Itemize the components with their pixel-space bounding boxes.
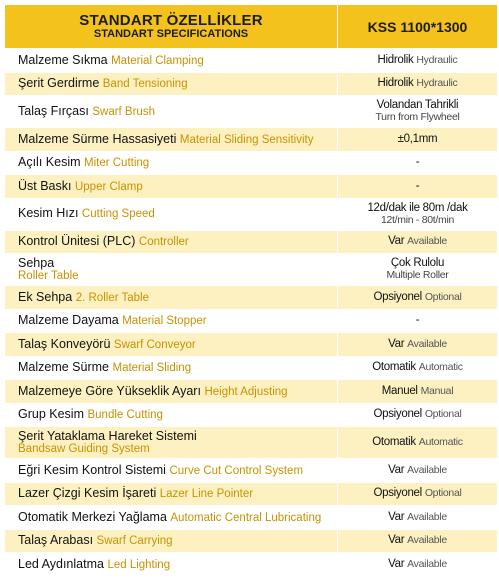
spec-value-cell xyxy=(338,529,498,553)
spec-label-en: Swarf Carrying xyxy=(96,535,173,548)
spec-label-cell xyxy=(5,482,338,506)
spec-label-cell xyxy=(5,72,338,96)
spec-label-tr: Lazer Çizgi Kesim İşareti xyxy=(18,486,157,501)
spec-value-tr: 12d/dak ile 80m /dak xyxy=(367,201,468,214)
spec-value-cell xyxy=(338,333,498,357)
table-row xyxy=(5,459,498,483)
spec-label-en: 2. Roller Table xyxy=(75,291,150,304)
spec-label-tr: Kontrol Ünitesi (PLC) xyxy=(18,234,136,249)
spec-label-cell xyxy=(5,96,338,128)
table-row xyxy=(5,529,498,553)
spec-label-cell xyxy=(5,427,338,459)
spec-value-tr: - xyxy=(415,314,420,327)
table-row xyxy=(5,49,498,73)
header-title-cell xyxy=(5,5,338,49)
spec-value-tr: Var xyxy=(388,557,405,570)
spec-value-tr: Var xyxy=(388,337,405,350)
spec-value-en: Automatic xyxy=(418,361,463,374)
spec-value-cell xyxy=(338,309,498,333)
spec-label-cell xyxy=(5,529,338,553)
spec-value-tr: Opsiyonel xyxy=(373,487,422,500)
spec-value-cell xyxy=(338,230,498,254)
spec-label-cell xyxy=(5,553,338,577)
spec-value-tr: Hidrolik xyxy=(377,77,414,90)
spec-label-en: Automatic Central Lubricating xyxy=(170,511,322,524)
spec-value-cell xyxy=(338,506,498,530)
spec-value-en: Available xyxy=(407,235,447,248)
spec-label-tr: Talaş Fırçası xyxy=(18,103,89,118)
header-model-cell xyxy=(338,5,498,49)
table-row xyxy=(5,309,498,333)
table-row xyxy=(5,286,498,310)
spec-label-tr: Talaş Arabası xyxy=(18,533,94,548)
spec-value-cell xyxy=(338,380,498,404)
table-row xyxy=(5,333,498,357)
spec-value-tr: Çok Rulolu xyxy=(390,257,445,270)
spec-label-tr: Sehpa xyxy=(18,255,55,270)
header-title-en: STANDART SPECIFICATIONS xyxy=(93,27,249,40)
spec-label-en: Height Adjusting xyxy=(204,385,288,398)
spec-label-cell xyxy=(5,459,338,483)
spec-value-cell xyxy=(338,553,498,577)
spec-label-en: Material Stopper xyxy=(122,315,207,328)
spec-label-cell xyxy=(5,49,338,73)
spec-label-cell xyxy=(5,198,338,230)
spec-label-en: Roller Table xyxy=(18,270,79,283)
spec-value-tr: Otomatik xyxy=(372,436,416,449)
spec-value-tr: Var xyxy=(388,463,405,476)
table-row xyxy=(5,427,498,459)
spec-label-tr: Şerit Yataklama Hareket Sistemi xyxy=(18,428,197,443)
spec-value-en: 12t/min - 80t/min xyxy=(380,213,455,226)
spec-label-tr: Malzeme Sürme Hassasiyeti xyxy=(18,131,177,146)
table-row xyxy=(5,198,498,230)
spec-value-tr: Volandan Tahrikli xyxy=(376,99,459,112)
spec-value-cell xyxy=(338,254,498,286)
spec-value-en: Automatic xyxy=(418,436,463,449)
spec-label-cell xyxy=(5,151,338,175)
spec-value-cell xyxy=(338,198,498,230)
spec-label-cell xyxy=(5,309,338,333)
spec-value-cell xyxy=(338,151,498,175)
table-row xyxy=(5,230,498,254)
spec-label-en: Band Tensioning xyxy=(102,78,188,91)
spec-value-en: Available xyxy=(407,510,447,523)
table-row xyxy=(5,356,498,380)
spec-label-cell xyxy=(5,175,338,199)
spec-value-cell xyxy=(338,482,498,506)
spec-value-tr: - xyxy=(415,156,420,169)
spec-value-cell xyxy=(338,459,498,483)
spec-label-cell xyxy=(5,254,338,286)
spec-value-cell xyxy=(338,128,498,152)
spec-value-cell xyxy=(338,356,498,380)
spec-value-en: Manual xyxy=(420,384,454,397)
spec-label-tr: Ek Sehpa xyxy=(18,289,73,304)
spec-value-cell xyxy=(338,175,498,199)
spec-label-en: Material Sliding Sensitivity xyxy=(179,133,314,146)
spec-value-tr: Var xyxy=(388,235,405,248)
table-row xyxy=(5,380,498,404)
table-row xyxy=(5,72,498,96)
spec-label-tr: Şerit Gerdirme xyxy=(18,76,100,91)
spec-value-en: Available xyxy=(407,337,447,350)
spec-value-en: Optional xyxy=(424,290,462,303)
spec-value-en: Turn from Flywheel xyxy=(375,111,460,124)
spec-value-en: Optional xyxy=(424,408,462,421)
spec-label-en: Upper Clamp xyxy=(74,180,143,193)
spec-value-en: Optional xyxy=(424,487,462,500)
spec-value-en: Available xyxy=(407,463,447,476)
spec-value-cell xyxy=(338,96,498,128)
table-row xyxy=(5,151,498,175)
spec-table xyxy=(4,4,498,577)
table-row xyxy=(5,175,498,199)
spec-label-tr: Kesim Hızı xyxy=(18,206,79,221)
spec-value-tr: Var xyxy=(388,510,405,523)
spec-label-tr: Malzemeye Göre Yükseklik Ayarı xyxy=(18,383,201,398)
spec-value-tr: ±0,1mm xyxy=(397,132,438,145)
table-row xyxy=(5,506,498,530)
table-row xyxy=(5,553,498,577)
spec-value-cell xyxy=(338,49,498,73)
spec-value-cell xyxy=(338,72,498,96)
spec-label-tr: Üst Baskı xyxy=(18,178,72,193)
spec-label-en: Swarf Brush xyxy=(92,105,155,118)
spec-value-en: Hydraulic xyxy=(416,77,458,90)
spec-label-en: Cutting Speed xyxy=(81,208,155,221)
spec-label-en: Curve Cut Control System xyxy=(169,464,304,477)
spec-label-en: Bandsaw Guiding System xyxy=(18,443,150,456)
spec-value-en: Available xyxy=(407,534,447,547)
spec-label-cell xyxy=(5,403,338,427)
table-row xyxy=(5,128,498,152)
table-row xyxy=(5,96,498,128)
spec-label-en: Led Lighting xyxy=(107,558,171,571)
spec-value-tr: - xyxy=(415,179,420,192)
spec-label-cell xyxy=(5,356,338,380)
spec-value-en: Multiple Roller xyxy=(386,269,449,282)
spec-label-tr: Malzeme Dayama xyxy=(18,313,119,328)
spec-body xyxy=(5,49,498,577)
spec-value-en: Hydraulic xyxy=(416,53,458,66)
table-header-row xyxy=(5,5,498,49)
spec-label-cell xyxy=(5,333,338,357)
spec-value-tr: Hidrolik xyxy=(377,53,414,66)
spec-label-cell xyxy=(5,286,338,310)
table-row xyxy=(5,482,498,506)
spec-label-cell xyxy=(5,230,338,254)
spec-value-tr: Otomatik xyxy=(372,361,416,374)
spec-label-cell xyxy=(5,506,338,530)
spec-value-cell xyxy=(338,403,498,427)
spec-label-en: Material Clamping xyxy=(111,54,204,67)
spec-label-tr: Malzeme Sürme xyxy=(18,360,109,375)
spec-value-en: Available xyxy=(407,557,447,570)
spec-label-tr: Led Aydınlatma xyxy=(18,556,104,571)
spec-label-tr: Malzeme Sıkma xyxy=(18,52,108,67)
spec-label-cell xyxy=(5,380,338,404)
spec-value-tr: Opsiyonel xyxy=(373,290,422,303)
spec-value-tr: Manuel xyxy=(381,384,418,397)
spec-label-en: Miter Cutting xyxy=(84,157,150,170)
spec-label-en: Material Sliding xyxy=(112,362,192,375)
spec-value-cell xyxy=(338,427,498,459)
header-title-tr: STANDART ÖZELLİKLER xyxy=(79,11,263,29)
table-row xyxy=(5,403,498,427)
spec-label-tr: Otomatik Merkezi Yağlama xyxy=(18,509,167,524)
spec-label-en: Lazer Line Pointer xyxy=(159,488,254,501)
header-model: KSS 1100*1300 xyxy=(367,18,468,35)
spec-label-en: Swarf Conveyor xyxy=(113,338,196,351)
spec-label-tr: Açılı Kesim xyxy=(18,155,81,170)
spec-label-cell xyxy=(5,128,338,152)
spec-label-en: Bundle Cutting xyxy=(87,409,163,422)
table-row xyxy=(5,254,498,286)
spec-label-tr: Grup Kesim xyxy=(18,407,84,422)
spec-label-en: Controller xyxy=(138,236,189,249)
spec-value-cell xyxy=(338,286,498,310)
spec-label-tr: Eğri Kesim Kontrol Sistemi xyxy=(18,462,166,477)
spec-value-tr: Var xyxy=(388,534,405,547)
spec-label-tr: Talaş Konveyörü xyxy=(18,336,111,351)
spec-value-tr: Opsiyonel xyxy=(373,408,422,421)
